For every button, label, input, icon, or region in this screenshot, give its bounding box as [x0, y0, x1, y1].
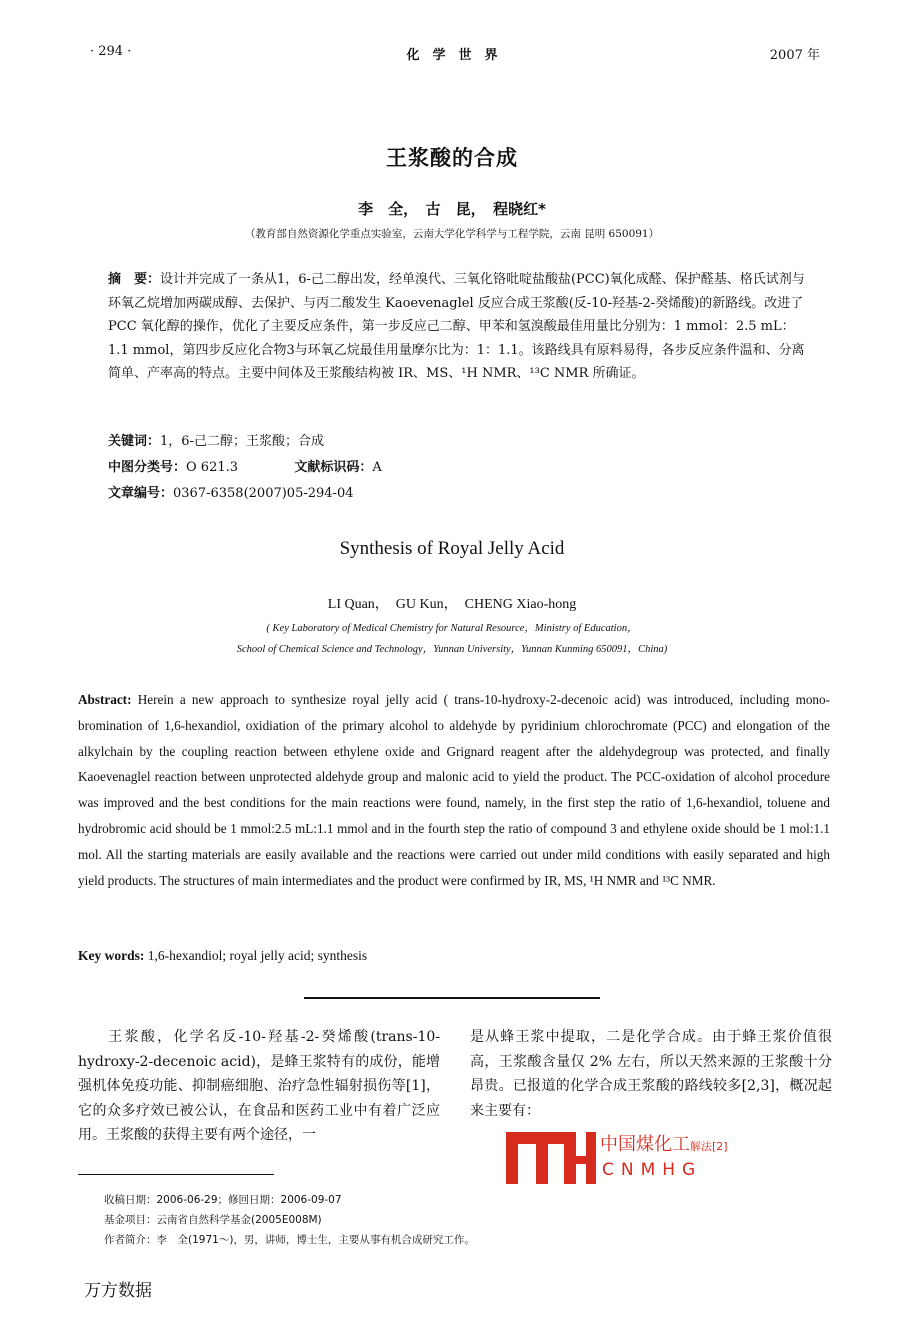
chinese-abstract-label: 摘 要：	[108, 272, 161, 287]
english-abstract	[78, 687, 830, 893]
body-right-column	[470, 1025, 832, 1123]
wanfang-watermark: 万方数据	[84, 1281, 152, 1301]
footnote-fund: 基金项目：云南省自然科学基金(2005E008M)	[104, 1214, 322, 1226]
chinese-title: 王浆酸的合成	[386, 146, 518, 170]
clc-value: O 621.3	[186, 460, 239, 475]
cnmhg-logo-icon	[506, 1128, 596, 1188]
footnote-author: 作者简介：李 全(1971～)，男，讲师，博士生，主要从事有机合成研究工作。	[104, 1234, 475, 1246]
chinese-authors: 李 全， 古 昆， 程晓红*	[358, 200, 546, 218]
english-abstract-label: Abstract:	[78, 692, 132, 707]
doc-label: 文献标识码：	[294, 460, 373, 475]
logo-chinese-text	[600, 1130, 728, 1156]
keywords-text: 1，6-己二醇；王浆酸；合成	[160, 434, 324, 449]
english-authors: LI Quan， GU Kun， CHENG Xiao-hong	[327, 597, 577, 612]
chinese-abstract	[108, 268, 808, 386]
article-label: 文章编号：	[108, 486, 174, 501]
chinese-abstract-text: 设计并完成了一条从1，6-己二醇出发，经单溴代、三氧化铬吡啶盐酸盐(PCC)氧化成醛、保护醛基、格氏试剂与环氧乙烷增加两碳成醇、去保护、与丙二酸发生 Kaoevenaglel 反应合成王浆酸(反-10-羟基-2-癸烯酸)的新路线。改进了 PCC 氧化醇的操作，优化了主要反应条件，第一步反应己二醇、甲苯和氢溴酸最佳用量比分别为：1 mmol：2.5 mL：1.1 mmol，第四步反应化合物3与环氧乙烷最佳用量摩尔比为：1：1.1。该路线具有原料易得，各步反应条件温和、分离简单、产率高的特点。主要中间体及王浆酸结构被 IR、MS、¹H NMR、¹³C NMR 所确证。	[108, 272, 805, 381]
section-divider	[304, 997, 600, 999]
clc-label: 中图分类号：	[108, 460, 187, 475]
footnote-received: 收稿日期：2006-06-29；修回日期：2006-09-07	[104, 1194, 342, 1206]
article-number	[108, 482, 354, 501]
classification	[108, 456, 382, 475]
journal-year: 2007 年	[769, 48, 820, 63]
body-left-text: 王浆酸，化学名反-10-羟基-2-癸烯酸(trans-10-hydroxy-2-decenoic acid)，是蜂王浆特有的成份，能增强机体免疫功能、抑制癌细胞、治疗急性辐射损伤等[1]，它的众多疗效已被公认，在食品和医药工业中有着广泛应用。王浆酸的获得主要有两个途径，一	[78, 1029, 440, 1143]
logo-chinese-suffix: 解法[2]	[690, 1140, 728, 1153]
english-keywords-text: 1,6-hexandiol; royal jelly acid; synthesis	[147, 948, 368, 963]
logo-english-text: CNMHG	[602, 1160, 703, 1180]
english-affiliation-line1: ( Key Laboratory of Medical Chemistry for Natural Resource，Ministry of Education，	[266, 623, 638, 634]
chinese-keywords	[108, 430, 324, 449]
journal-name: 化 学 世 界	[406, 48, 498, 63]
page-number: · 294 ·	[90, 44, 132, 59]
english-title: Synthesis of Royal Jelly Acid	[339, 538, 565, 559]
doc-value: A	[372, 460, 382, 475]
keywords-label: 关键词：	[108, 434, 161, 449]
english-abstract-text: Herein a new approach to synthesize royal jelly acid ( trans-10-hydroxy-2-decenoic acid) was introduced, including mono-bromination of 1,6-hexandiol, oxidiation of the primary alcohol to aldehyde by pyridinium chlorochromate (PCC) and elongation of the alkylchain by the coupling reaction between ethylene oxide and Grignard reagent after the aldehydegroup was protected, and finally Kaoevenaglel reaction between unprotected aldehyde group and malonic acid to yield the product. The PCC-oxidation of alcohol procedure was improved and the best conditions for the main reactions were found, namely, in the first step the ratio of 1,6-hexandiol, toluene and hydrobromic acid should be 1 mmol:2.5 mL:1.1 mmol and in the fourth step the ratio of compound 3 and ethylene oxide should be 1 mol:1.1 mol. All the starting materials are easily available and the reactions were carried out under mild conditions with easily separated and high yield products. The structures of main intermediates and the product were confirmed by IR, MS, ¹H NMR and ¹³C NMR.	[78, 692, 830, 888]
article-value: 0367-6358(2007)05-294-04	[173, 486, 354, 501]
english-keywords-label: Key words:	[78, 948, 145, 963]
body-left-column	[78, 1025, 440, 1148]
footnote-divider	[78, 1174, 274, 1175]
english-affiliation-line2: School of Chemical Science and Technology，Yunnan University，Yunnan Kunming 650091，China)	[236, 644, 668, 655]
logo-chinese-main: 中国煤化工	[600, 1134, 690, 1155]
body-right-text: 是从蜂王浆中提取，二是化学合成。由于蜂王浆价值很高，王浆酸含量仅 2% 左右，所以天然来源的王浆酸十分昂贵。已报道的化学合成王浆酸的路线较多[2,3]，概况起来主要有：	[470, 1029, 832, 1119]
chinese-affiliation: （教育部自然资源化学重点实验室，云南大学化学科学与工程学院，云南 昆明 650091）	[244, 228, 660, 240]
english-keywords	[78, 948, 367, 964]
